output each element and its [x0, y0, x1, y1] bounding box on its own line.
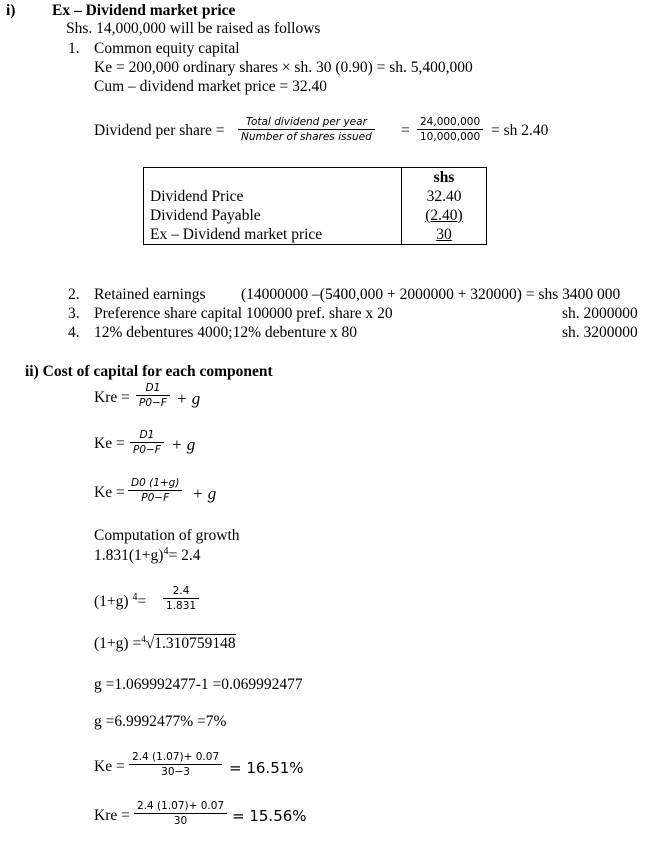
item1-number: 1. [68, 40, 80, 57]
item4-value: sh. 3200000 [562, 324, 638, 341]
ke-final-result: = 16.51% [229, 759, 304, 777]
table-header-row [144, 168, 487, 188]
ke-final-numerator: 2.4 (1.07)+ 0.07 [129, 750, 222, 765]
table-header: shs [402, 168, 487, 188]
kre-final-denominator: 30 [173, 815, 188, 827]
g-line-2: g =6.9992477% =7% [94, 713, 227, 730]
ke-final-denominator: 30−3 [161, 766, 190, 778]
item3-value: sh. 2000000 [562, 305, 638, 322]
table-row-value: 32.40 [402, 187, 487, 206]
section-title: Ex – Dividend market price [52, 2, 236, 19]
growth-equation: $1.831(1+g)^4= 2.4$ [94, 546, 201, 565]
kre-plus-g: + g [176, 389, 201, 408]
item4-text: 12% debentures 4000;12% debenture x 80 [94, 324, 358, 341]
kre-final-fraction [134, 799, 227, 828]
dividend-table [143, 167, 487, 245]
ke-plus-g-1: + g [171, 435, 196, 454]
dps-label: Dividend per share = [94, 122, 225, 139]
kre-label: Kre = [94, 389, 130, 406]
growth-fraction [163, 584, 199, 613]
table-row [144, 187, 487, 206]
item1-title: Common equity capital [94, 40, 240, 57]
kre-final-numerator: 2.4 (1.07)+ 0.07 [134, 799, 227, 814]
dps-denominator-text: Number of shares issued [241, 131, 372, 143]
table-row [144, 206, 487, 225]
ke-label-2: Ke = [94, 484, 125, 501]
ke-fraction-1 [130, 428, 164, 457]
ke-denominator-1: P0−F [133, 444, 161, 456]
ke-denominator-2: P0−F [141, 492, 170, 504]
dps-fraction-text [238, 115, 375, 144]
table-row-label: Dividend Payable [144, 206, 402, 225]
item3-text: Preference share capital 100000 pref. share x 20 [94, 305, 393, 322]
dps-numerator-value: 24,000,000 [417, 115, 483, 130]
dps-denominator-value: 10,000,000 [420, 131, 481, 143]
intro-text: Shs. 14,000,000 will be raised as follows [66, 20, 321, 37]
ke-fraction-2 [128, 476, 182, 505]
ke-label-1: Ke = [94, 435, 125, 452]
g-line-1: g =1.069992477-1 =0.069992477 [94, 676, 303, 693]
sqrt-icon: √ [145, 635, 155, 653]
ke-final-fraction [129, 750, 222, 779]
table-row-value: (2.40) [425, 207, 463, 224]
root-equation: (1+g) =$^4$√1.310759148 [94, 634, 236, 653]
one-plus-g-equation: (1+g) $^4$= [94, 592, 147, 611]
item3-number: 3. [68, 305, 80, 322]
kre-final-result: = 15.56% [232, 807, 307, 825]
ke-line: Ke = 200,000 ordinary shares × sh. 30 (0.90) = sh. 5,400,000 [94, 59, 473, 76]
item2-calc: (14000000 –(5400,000 + 2000000 + 320000) = shs 3400 000 [241, 286, 621, 303]
dps-equals: = [401, 122, 410, 139]
kre-fraction [136, 381, 170, 410]
growth-denominator: 1.831 [166, 600, 197, 612]
section-number: i) [6, 2, 16, 19]
ke-plus-g-2: + g [192, 484, 217, 503]
dps-fraction-values [417, 115, 483, 144]
table-row [144, 225, 487, 245]
item2-text: Retained earnings [94, 286, 206, 303]
dps-numerator-text: Total dividend per year [238, 115, 375, 130]
dps-result: = sh 2.40 [491, 122, 549, 139]
growth-title: Computation of growth [94, 527, 240, 544]
section-ii-title: ii) Cost of capital for each component [25, 363, 273, 380]
kre-numerator: D1 [136, 381, 170, 396]
cum-dividend-line: Cum – dividend market price = 32.40 [94, 78, 328, 95]
growth-numerator: 2.4 [163, 584, 199, 599]
table-row-label: Dividend Price [144, 187, 402, 206]
item4-number: 4. [68, 324, 80, 341]
item2-number: 2. [68, 286, 80, 303]
table-row-value: 30 [436, 226, 452, 243]
table-row-label: Ex – Dividend market price [144, 225, 402, 245]
ke-numerator-2: D0 (1+g) [128, 476, 182, 491]
kre-final-label: Kre = [94, 807, 130, 824]
kre-denominator: P0−F [139, 397, 167, 409]
ke-numerator-1: D1 [130, 428, 164, 443]
ke-final-label: Ke = [94, 758, 125, 775]
